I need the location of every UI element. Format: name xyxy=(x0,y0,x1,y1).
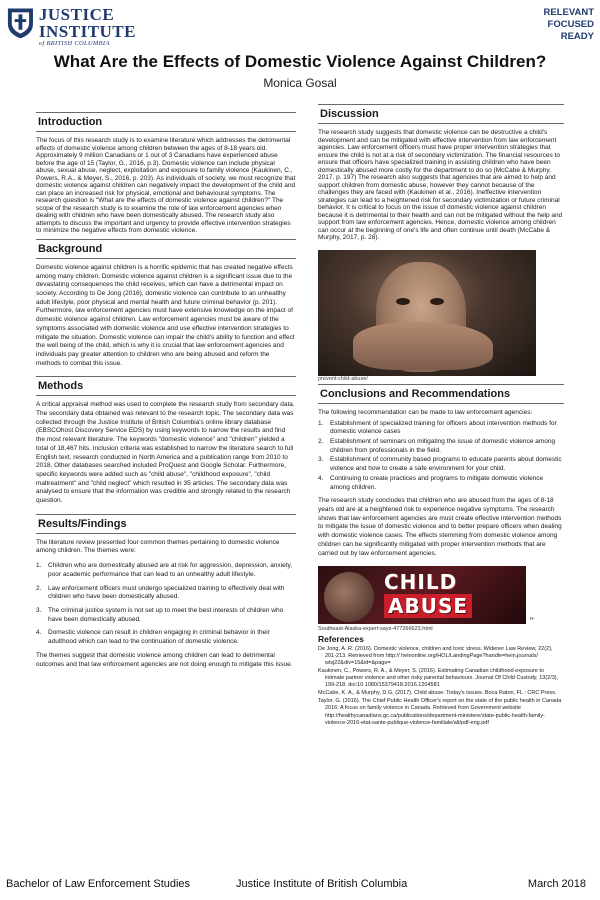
conclusions-heading: Conclusions and Recommendations xyxy=(318,384,564,404)
results-list xyxy=(36,562,296,647)
jibc-logo xyxy=(6,6,136,48)
list-item: 3. Establishment of community based programs to educate parents about domestic violence and how to create a safe environment for your child. xyxy=(318,456,564,473)
logo-text-justice: JUSTICE xyxy=(38,5,115,24)
tagline-line: FOCUSED xyxy=(547,18,594,30)
right-column xyxy=(318,100,564,728)
image-caption: prevent-child-abuse/ xyxy=(318,375,368,382)
discussion-text: The research study suggests that domestic violence can be destructive a child's development and can be mitigated with effective intervention from law enforcement agencies. Law enforcement officers must have proper intervention strategies that ensure the child is not at a risk of secondary victimization. The financial resources to ensure that officers have specialized training in assisting children who have been domestically abused more costly for the department to do so (McCabe & Murphy, 2017, p. 197) The research also suggests that agencies that are aimed to help and support children from domestic abuse, however they cannot because of the challenges they are faced with (Kaukinen et al., 2016). Ineffective intervention strategies can lead to a heightened risk for secondary victimization or future criminal behavior. It is critical to focus on the issue of domestic violence against children because it is detrimental to their health and can not be mitigated without the help and support from law enforcement agencies. Hence, domestic violence among children can occur at the beginning of one's life and often continue until death (McCabe & Murphy, 2017, p. 28). xyxy=(318,129,563,242)
list-item: 3. The criminal justice system is not set up to meet the best interests of children who have been domestically abused. xyxy=(36,607,296,624)
recommendation-text: Establishment of community based programs to educate parents about domestic violence and how to create a safe environment for your child. xyxy=(330,456,562,473)
image-url-trail: n- xyxy=(530,616,535,623)
recommendation-text: Establishment of seminars on mitigating the issue of domestic violence among children from professionals in the field. xyxy=(330,438,556,454)
list-item: 4. Domestic violence can result in children engaging in criminal behavior in their adulthood which can lead to the continuation of domestic violence. xyxy=(36,629,296,646)
results-item-text: Domestic violence can result in children engaging in criminal behavior in their adulthood which can lead to the continuation of domestic violence. xyxy=(48,629,270,646)
list-item: 4. Continuing to create practices and programs to mitigate domestic violence among children. xyxy=(318,475,564,492)
tagline-line: RELEVANT xyxy=(543,7,594,18)
child-abuse-word: CHILD xyxy=(384,570,458,595)
background-text: Domestic violence against children is a horrific epidemic that has created negative effects among many children. Domestic violence against children is a significant issue due to the devastating consequences the child receives, which can have a detrimental impact on society. According to De Jong (2016), domestic violence can contribute to an unhealthy adult lifestyle, poor physical and mental health and future criminal behavior (p. 201). Furthermore, law enforcement agencies must have extensive knowledge on the impact of domestic violence against children. Law enforcement agencies must be aware of the symptoms associated with domestic violence and use effective intervention strategies to mitigate the situation. Domestic violence can impair the child's ability to function and effect the well being of the child, which is why it is crucial that law enforcement agencies and individuals pay greater attention to children who are being abused and reform the methods to combat this issue. xyxy=(36,263,295,367)
reference-item: Kaukinen, C., Powers, R. A., & Meyer, S. (2016). Estimating Canadian childhood exposure to intimate partner violence and other risky parental behaviours. Journal Of Child Custody, 13(2/3), 199-218. doi:10.1080/15379418.2016.1204581 xyxy=(318,668,559,689)
logo-text-institute: INSTITUTE xyxy=(38,22,136,41)
methods-text: A critical appraisal method was used to complete the research study from secondary data. The secondary data obtained was relevant to the research topic. The secondary data was collected through the Justice Institute of British Columbia's online library database (EBSCOhost Discovery Service EDS) by using keywords to narrow the results and find the most relevant literature. The keywords "domestic violence" and "children" yielded a total of 18,467 hits. Inclusion criteria was established to narrow the literature search to full English text, research conducted in North America and a publication range from 2010 to 2018. Other databases searched included ProQuest and Google Scholar. Furthermore, specific keywords were added such as "child abuse", "childhood exposure", "child maltreatment" and "child neglect" which resulted in 35 articles. The secondary data was analysed to ensure that the information was credible and strongly related to the research question. xyxy=(36,401,295,505)
list-item: 1. Children who are domestically abused are at risk for aggression, depression, anxiety, poor academic performance that can lead to an unhealthy adult lifestyle. xyxy=(36,562,296,579)
tagline xyxy=(504,7,594,43)
tagline-line: READY xyxy=(560,30,594,42)
recommendation-text: Continuing to create practices and programs to mitigate domestic violence among children. xyxy=(330,474,544,491)
child-abuse-image xyxy=(318,566,526,624)
results-intro: The literature review presented four common themes pertaining to domestic violence among children. The themes were: xyxy=(36,538,280,555)
results-item-text: The criminal justice system is not set up to meet the best interests of children who have been domestically abused. xyxy=(48,607,284,623)
footer-institution: Justice Institute of British Columbia xyxy=(236,878,408,890)
list-item: 1. Establishment of specialized training for officers about intervention methods for domestic violence cases xyxy=(318,420,564,437)
results-heading: Results/Findings xyxy=(36,514,296,534)
recommendations-list xyxy=(318,420,564,493)
results-item-text: Law enforcement officers must undergo specialized training to effectively deal with children who have been domestically abused. xyxy=(48,584,285,601)
list-item: 2. Establishment of seminars on mitigating the issue of domestic violence among children from professionals in the field. xyxy=(318,438,564,455)
child-abuse-word: ABUSE xyxy=(384,594,472,618)
reference-item: De Jong, A. R. (2016). Domestic violence, children and toxic stress. Widener Law Review, 22(2), 201-213. Retrieved from http:// heinonline.org/HOL/LandingPage?handle=hein.journals/ wlsj22&div=15&id=&page= xyxy=(318,646,553,667)
footer-program: Bachelor of Law Enforcement Studies xyxy=(6,878,191,890)
logo-text-bc: of BRITISH COLUMBIA xyxy=(38,40,110,47)
shield-icon xyxy=(6,6,35,40)
results-outro: The themes suggest that domestic violence among children can lead to detrimental outcomes and that law enforcement agencies are not doing enough to mitigate this issue. xyxy=(36,651,293,668)
left-column xyxy=(36,100,296,673)
discussion-heading: Discussion xyxy=(318,104,564,124)
introduction-text: The focus of this research study is to examine literature which addresses the detrimental effects of domestic violence among children between the ages of 8-18 years old. Approximately 9 million Canadians or 1 out of 3 Canadians have experienced abuse before the age of 15 (Taylor, G., 2016, p.3). Domestic violence can include physical abuse, sexual abuse, neglect, exploitation and exposure to family violence (Kaukinen, C., Powers, R.A., & Meyer, S., 2016, p. 203). As individuals of society, we must recognize that domestic violence against children can negatively impact the development of the child and can place an increased risk for physical, emotional and behavioural symptoms. The research question is "What are the effects of domestic violence against children?" The scope of the research study is to examine the role of law enforcement agencies when dealing with children who have been domestically abused. The research study also attempts to discuss the important and urgency to provide effective intervention strategies to minimize the negative effects from domestic violence. xyxy=(36,137,296,235)
methods-heading: Methods xyxy=(36,376,296,396)
list-item: 2. Law enforcement officers must undergo specialized training to effectively deal with children who have been domestically abused. xyxy=(36,585,296,602)
reference-item: McCabe, K. A., & Murphy, D.G. (2017). Child abuse: Today's issues. Boca Raton, FL : CRC Press. xyxy=(318,690,557,697)
image-url: Southeast-Alaska-expert-says-477266623.html xyxy=(318,626,433,633)
introduction-heading: Introduction xyxy=(36,112,296,132)
hand-over-mouth xyxy=(353,322,493,370)
author-name: Monica Gosal xyxy=(263,76,337,90)
conclusions-intro: The following recommendation can be made to law enforcement agencies: xyxy=(318,408,533,416)
recommendation-text: Establishment of specialized training for officers about intervention methods for domestic violence cases xyxy=(330,419,557,436)
footer xyxy=(0,873,600,895)
conclusions-outro: The research study concludes that children who are abused from the ages of 8-18 years old are at a heightened risk to experience negative symptoms. The research shows that law enforcement agencies are must create effective intervention methods to mitigate the issue of domestic violence and to better prepare officers when dealing with domestic violence cases. The effects stemming from domestic violence among children can be significantly mitigated with proper intervention methods that are carried out by law enforcement agencies. xyxy=(318,497,562,557)
poster-title: What Are the Effects of Domestic Violence Against Children? xyxy=(53,52,547,71)
reference-item: Taylor, G. (2016). The Chief Public Health Officer's report on the state of the public health in Canada 2016: A focus on family violence in Canada. Retrieved from Government website http://healthycanadians.gc.ca/publications/department-ministere/state-public-health-family-violence-2016-etat-sante-publique-violence-familiale/alt/pdf-eng.pdf xyxy=(318,698,562,726)
references-heading: References xyxy=(318,634,364,645)
background-heading: Background xyxy=(36,239,296,259)
results-item-text: Children who are domestically abused are at risk for aggression, depression, anxiety, poor academic performance that can lead to an unhealthy adult lifestyle. xyxy=(48,562,293,578)
child-photo xyxy=(318,250,536,376)
footer-date: March 2018 xyxy=(527,878,586,890)
